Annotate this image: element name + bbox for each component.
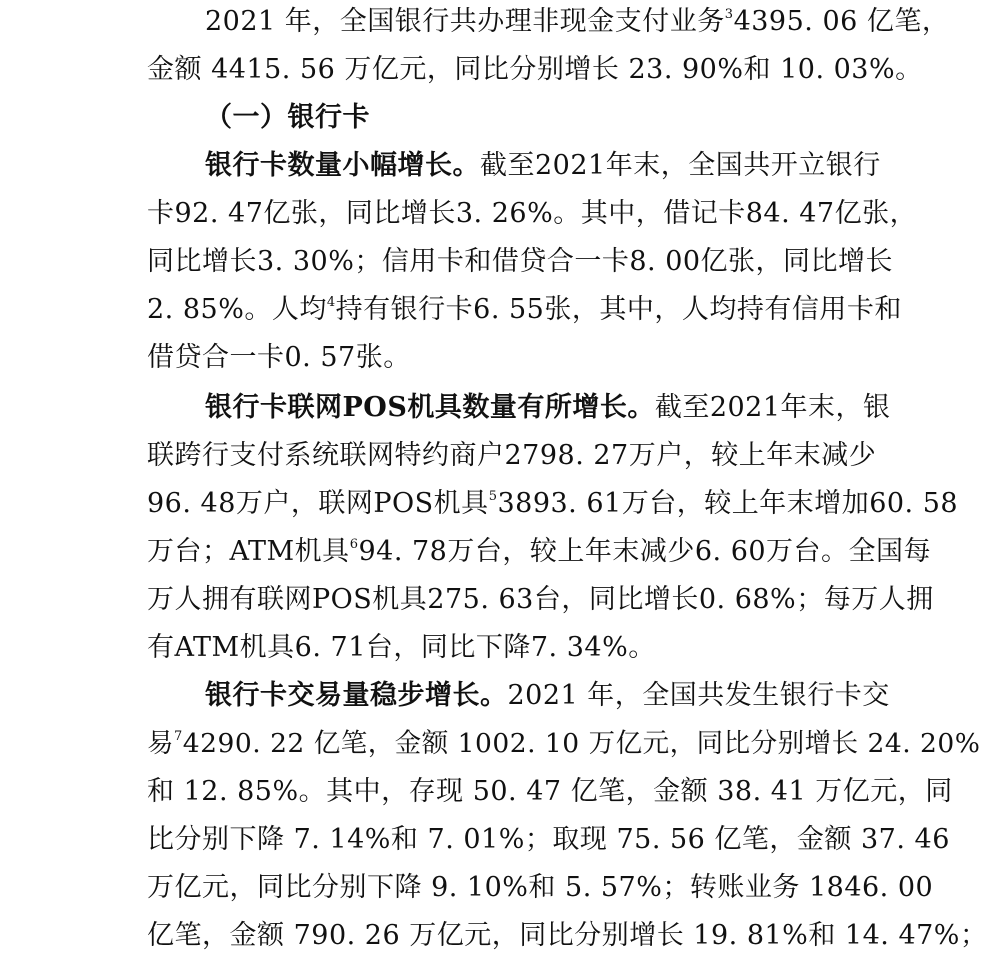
p3-l2-text-b: 4290. 22 亿笔，金额 1002. 10 万亿元，同比分别增长 24. 20%	[182, 728, 981, 759]
footnote-ref-7: 7	[174, 729, 183, 744]
footnote-ref-4: 4	[326, 295, 336, 310]
p1-line-1	[205, 146, 881, 186]
p1-line-5: 借贷合一卡0. 57张。	[147, 342, 411, 373]
footnote-ref-6: 6	[349, 537, 359, 552]
p2-l4-text-a: 万台；ATM机具	[147, 536, 350, 567]
p2-l4-text-b: 94. 78万台，较上年末减少6. 60万台。全国每	[358, 536, 932, 567]
section-heading: （一）银行卡	[205, 102, 370, 133]
footnote-ref-3: 3	[724, 7, 734, 22]
p3-line-5: 万亿元，同比分别下降 9. 10%和 5. 57%；转账业务 1846. 00	[147, 872, 934, 903]
p2-line-5: 万人拥有联网POS机具275. 63台，同比增长0. 68%；每万人拥	[147, 584, 934, 615]
p1-text: 截至2021年末，全国共开立银行	[480, 150, 881, 181]
p2-text: 截至2021年末，银	[654, 392, 891, 423]
p3-lead-heading: 银行卡交易量稳步增长。	[205, 680, 508, 711]
p2-line-4	[147, 532, 931, 572]
p2-line-1	[205, 388, 891, 428]
intro-text-b: 4395. 06 亿笔，	[733, 6, 950, 37]
p2-line-3	[147, 484, 958, 524]
p3-line-4: 比分别下降 7. 14%和 7. 01%；取现 75. 56 亿笔，金额 37. 46	[147, 824, 950, 855]
intro-line-2: 金额 4415. 56 万亿元，同比分别增长 23. 90%和 10. 03%。	[147, 54, 923, 85]
p3-line-1	[205, 676, 890, 716]
p2-line-6: 有ATM机具6. 71台，同比下降7. 34%。	[147, 632, 656, 663]
p2-l3-text-b: 3893. 61万台，较上年末增加60. 58	[497, 488, 959, 519]
p2-line-2: 联跨行支付系统联网特约商户2798. 27万户，较上年末减少	[147, 440, 877, 471]
p1-l4-text-a: 2. 85%。人均	[147, 294, 327, 325]
p3-line-6: 亿笔，金额 790. 26 万亿元，同比分别增长 19. 81%和 14. 47%；	[147, 920, 988, 951]
p2-lead-heading: 银行卡联网POS机具数量有所增长。	[205, 392, 655, 423]
p1-l4-text-b: 持有银行卡6. 55张，其中，人均持有信用卡和	[335, 294, 902, 325]
p3-l2-text-a: 易	[147, 728, 174, 759]
p3-line-2	[147, 724, 980, 764]
p3-text: 2021 年，全国共发生银行卡交	[507, 680, 890, 711]
p1-lead-heading: 银行卡数量小幅增长。	[205, 150, 480, 181]
p1-line-3: 同比增长3. 30%；信用卡和借贷合一卡8. 00亿张，同比增长	[147, 246, 894, 277]
intro-text-a: 2021 年，全国银行共办理非现金支付业务	[205, 6, 725, 37]
intro-line-1	[205, 2, 949, 42]
p2-l3-text-a: 96. 48万户，联网POS机具	[147, 488, 489, 519]
footnote-ref-5: 5	[488, 489, 498, 504]
p3-line-3: 和 12. 85%。其中，存现 50. 47 亿笔，金额 38. 41 万亿元，同	[147, 776, 953, 807]
p1-line-2: 卡92. 47亿张，同比增长3. 26%。其中，借记卡84. 47亿张，	[147, 198, 918, 229]
p1-line-4	[147, 290, 902, 330]
